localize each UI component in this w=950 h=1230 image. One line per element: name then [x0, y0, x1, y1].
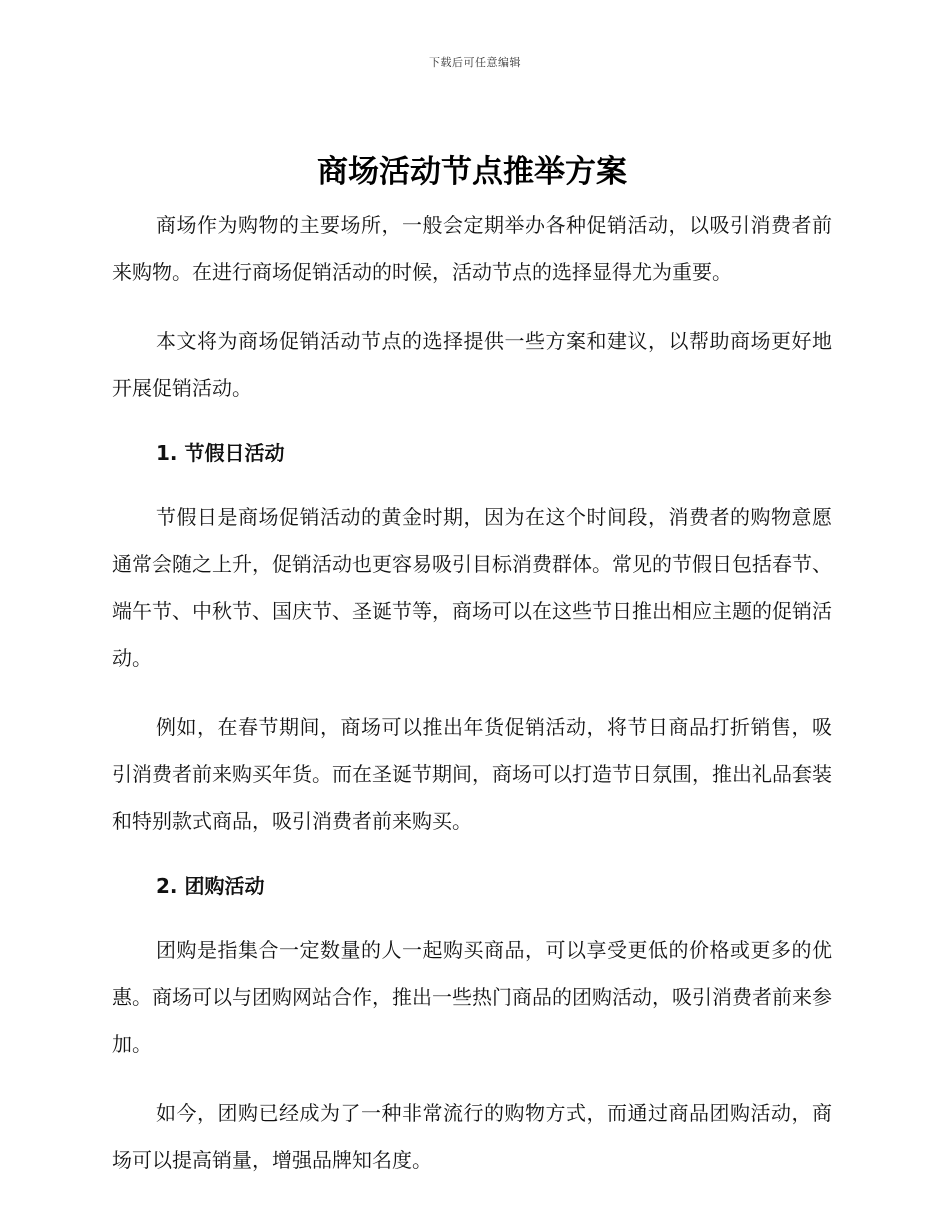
- document-body: [112, 150, 832, 1206]
- section-heading-holidays: 1. 节假日活动: [156, 441, 285, 465]
- section-1-paragraph-1: 节假日是商场促销活动的黄金时期，因为在这个时间段，消费者的购物意愿通常会随之上升，促销活动也更容易吸引目标消费群体。常见的节假日包括春节、端午节、中秋节、国庆节、圣诞节等，商场可以在这些节日推出相应主题的促销活动。: [112, 505, 832, 670]
- header-note: 下载后可任意编辑: [429, 56, 521, 69]
- intro-paragraph-1: 商场作为购物的主要场所，一般会定期举办各种促销活动，以吸引消费者前来购物。在进行商场促销活动的时候，活动节点的选择显得尤为重要。: [112, 213, 832, 284]
- document-title: 商场活动节点推举方案: [317, 154, 627, 190]
- intro-paragraph-2: 本文将为商场促销活动节点的选择提供一些方案和建议，以帮助商场更好地开展促销活动。: [112, 329, 832, 400]
- section-2-paragraph-1: 团购是指集合一定数量的人一起购买商品，可以享受更低的价格或更多的优惠。商场可以与团购网站合作，推出一些热门商品的团购活动，吸引消费者前来参加。: [112, 938, 832, 1056]
- section-heading-group-buying: 2. 团购活动: [156, 874, 265, 898]
- section-2-paragraph-2: 如今，团购已经成为了一种非常流行的购物方式，而通过商品团购活动，商场可以提高销量，增强品牌知名度。: [112, 1101, 832, 1172]
- section-1-paragraph-2: 例如，在春节期间，商场可以推出年货促销活动，将节日商品打折销售，吸引消费者前来购买年货。而在圣诞节期间，商场可以打造节日氛围，推出礼品套装和特别款式商品，吸引消费者前来购买。: [112, 715, 832, 833]
